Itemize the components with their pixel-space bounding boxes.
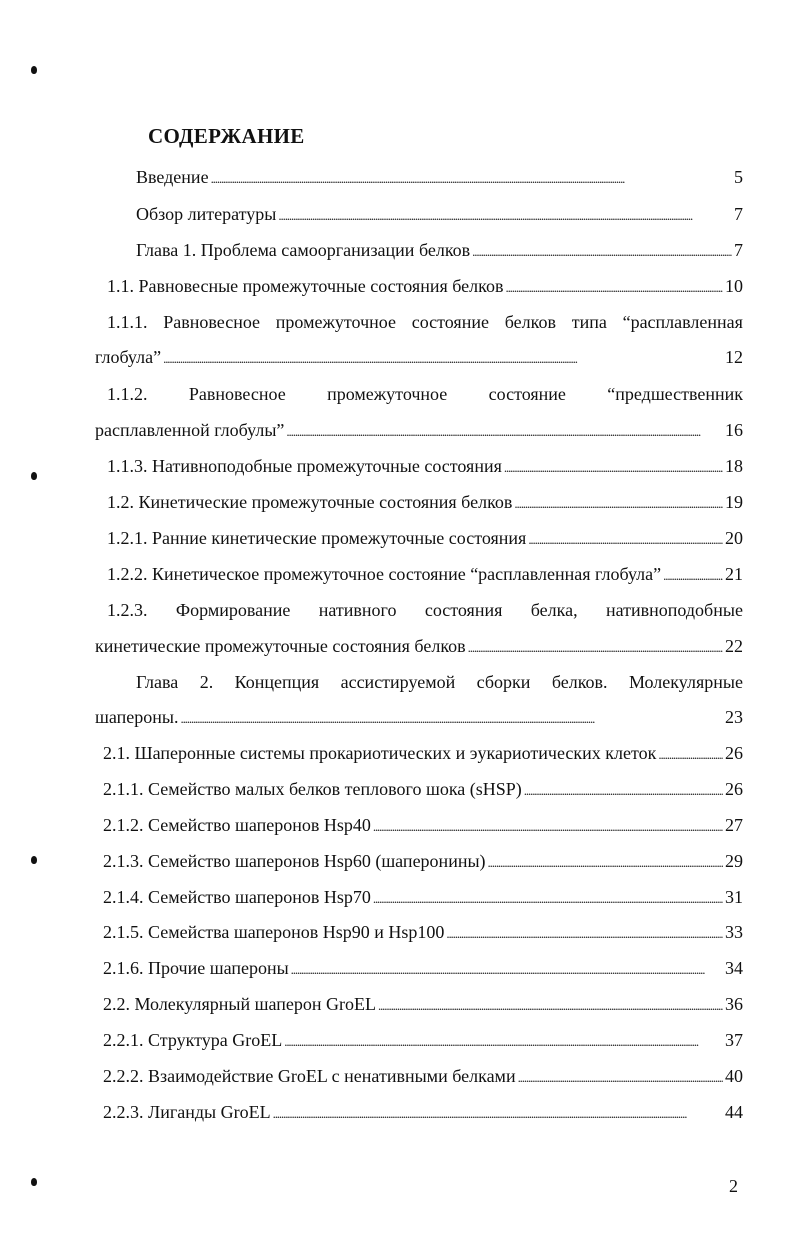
toc-entry-page: 31 [725,887,743,907]
toc-entry-label: 1.2. Кинетические промежуточные состояния белков [107,492,513,512]
word: 1.1.2. [107,384,148,404]
leader-dots [472,238,732,264]
toc-entry-page: 21 [725,564,743,584]
toc-entry-page: 16 [725,420,743,440]
toc-entry-page: 26 [725,779,743,799]
toc-entry-label: 2.1.4. Семейство шаперонов Hsp70 [103,887,371,907]
toc-entry-label: Обзор литературы [136,204,277,224]
word: Формирование [175,600,291,620]
toc-entry-label: 1.1.3. Нативноподобные промежуточные состояния [107,456,502,476]
leader-dots [211,165,732,191]
leader-dots [163,345,723,371]
toc-entry-page: 23 [725,707,743,727]
scan-mark-dot [31,1178,37,1186]
toc-entry-page: 44 [725,1102,743,1122]
leader-dots [505,274,723,300]
toc-entry[interactable] [107,274,743,298]
toc-entry-line1[interactable] [107,598,743,622]
toc-entry[interactable] [103,956,743,980]
leader-dots [284,1028,723,1054]
toc-entry[interactable] [107,490,743,514]
toc-entry-label: 2.1.5. Семейства шаперонов Hsp90 и Hsp100 [103,922,445,942]
toc-entry-label: расплавленной глобулы” [95,420,285,440]
leader-dots [378,992,723,1018]
leader-dots [180,705,723,731]
toc-entry-label: глобула” [95,347,162,367]
toc-entry-label: шапероны. [95,707,179,727]
word: 2. [199,672,214,692]
toc-entry[interactable] [136,202,743,226]
word: белков [504,312,556,332]
word: Молекулярные [628,672,743,692]
toc-entry-page: 34 [725,958,743,978]
leader-dots [488,849,723,875]
toc-entry-page: 37 [725,1030,743,1050]
toc-entry[interactable] [107,454,743,478]
toc-entry[interactable] [103,1064,743,1088]
scan-mark-dot [31,472,37,480]
leader-dots [468,634,723,660]
toc-entry-label: 2.2.2. Взаимодействие GroEL с ненативными белками [103,1066,516,1086]
toc-entry-page: 7 [734,240,743,260]
toc-entry-label: Глава 1. Проблема самоорганизации белков [136,240,471,260]
toc-entry[interactable] [103,1028,743,1052]
word: промежуточное [275,312,396,332]
word: промежуточное [327,384,448,404]
toc-entry-page: 12 [725,347,743,367]
toc-entry[interactable] [136,238,743,262]
toc-entry-page: 7 [734,204,743,224]
word: нативного [318,600,397,620]
toc-entry[interactable] [103,777,743,801]
toc-entry[interactable] [107,562,743,586]
toc-entry-line1[interactable] [107,310,743,334]
leader-dots [373,813,723,839]
word: 1.1.1. [107,312,148,332]
word: Равновесное [188,384,286,404]
toc-entry[interactable] [95,345,743,369]
leader-dots [278,202,732,228]
word: Глава [136,672,179,692]
leader-dots [658,741,723,767]
word: состояния [424,600,503,620]
leader-dots [446,920,723,946]
toc-entry-page: 5 [734,167,743,187]
word: ассистируемой [340,672,456,692]
leader-dots [663,562,723,588]
toc-entry[interactable] [103,992,743,1016]
toc-entry-page: 33 [725,922,743,942]
toc-entry-page: 40 [725,1066,743,1086]
toc-entry-label: Введение [136,167,209,187]
toc-entry-line1[interactable] [136,670,743,694]
toc-entry-page: 29 [725,851,743,871]
word: состояние [488,384,566,404]
toc-entry-label: 1.1. Равновесные промежуточные состояния белков [107,276,504,296]
toc-entry-line1[interactable] [107,382,743,406]
scan-mark-dot [31,66,37,74]
toc-entry[interactable] [107,526,743,550]
toc-entry[interactable] [103,1100,743,1124]
toc-entry-label: 2.2. Молекулярный шаперон GroEL [103,994,376,1014]
toc-title: СОДЕРЖАНИЕ [148,124,305,148]
toc-entry-label: 2.2.1. Структура GroEL [103,1030,283,1050]
toc-entry-page: 36 [725,994,743,1014]
word: Концепция [234,672,320,692]
leader-dots [273,1100,723,1126]
word: типа [571,312,607,332]
toc-entry-page: 10 [725,276,743,296]
toc-entry-label: кинетические промежуточные состояния белков [95,636,466,656]
word: Равновесное [163,312,261,332]
toc-entry-label: 2.1.6. Прочие шапероны [103,958,289,978]
toc-entry-label: 2.1.2. Семейство шаперонов Hsp40 [103,815,371,835]
leader-dots [286,418,723,444]
toc-entry-page: 27 [725,815,743,835]
page-number: 2 [729,1176,738,1196]
toc-entry-page: 18 [725,456,743,476]
leader-dots [524,777,723,803]
toc-entry[interactable] [103,741,743,765]
word: “предшественник [607,384,743,404]
word: белков. [551,672,608,692]
leader-dots [514,490,723,516]
toc-entry-label: 2.1.3. Семейство шаперонов Hsp60 (шаперонины) [103,851,486,871]
toc-entry-label: 2.2.3. Лиганды GroEL [103,1102,271,1122]
toc-entry-page: 22 [725,636,743,656]
word: “расплавленная [622,312,743,332]
toc-entry[interactable] [103,885,743,909]
toc-entry[interactable] [103,920,743,944]
leader-dots [291,956,723,982]
scan-mark-dot [31,856,37,864]
toc-entry[interactable] [103,813,743,837]
leader-dots [528,526,723,552]
toc-entry[interactable] [95,705,743,729]
toc-entry-label: 1.2.2. Кинетическое промежуточное состояние “расплавленная глобула” [107,564,662,584]
leader-dots [373,885,723,911]
word: состояние [411,312,489,332]
toc-entry-page: 19 [725,492,743,512]
word: нативноподобные [606,600,743,620]
word: сборки [476,672,531,692]
toc-entry[interactable] [95,418,743,442]
toc-entry[interactable] [95,634,743,658]
toc-entry-label: 1.2.1. Ранние кинетические промежуточные состояния [107,528,527,548]
word: 1.2.3. [107,600,148,620]
word: белка, [530,600,578,620]
toc-entry[interactable] [136,165,743,189]
toc-entry-page: 20 [725,528,743,548]
toc-entry[interactable] [103,849,743,873]
toc-entry-label: 2.1. Шаперонные системы прокариотических и эукариотических клеток [103,743,657,763]
leader-dots [518,1064,723,1090]
toc-entry-label: 2.1.1. Семейство малых белков теплового шока (sHSP) [103,779,522,799]
leader-dots [504,454,723,480]
toc-entry-page: 26 [725,743,743,763]
